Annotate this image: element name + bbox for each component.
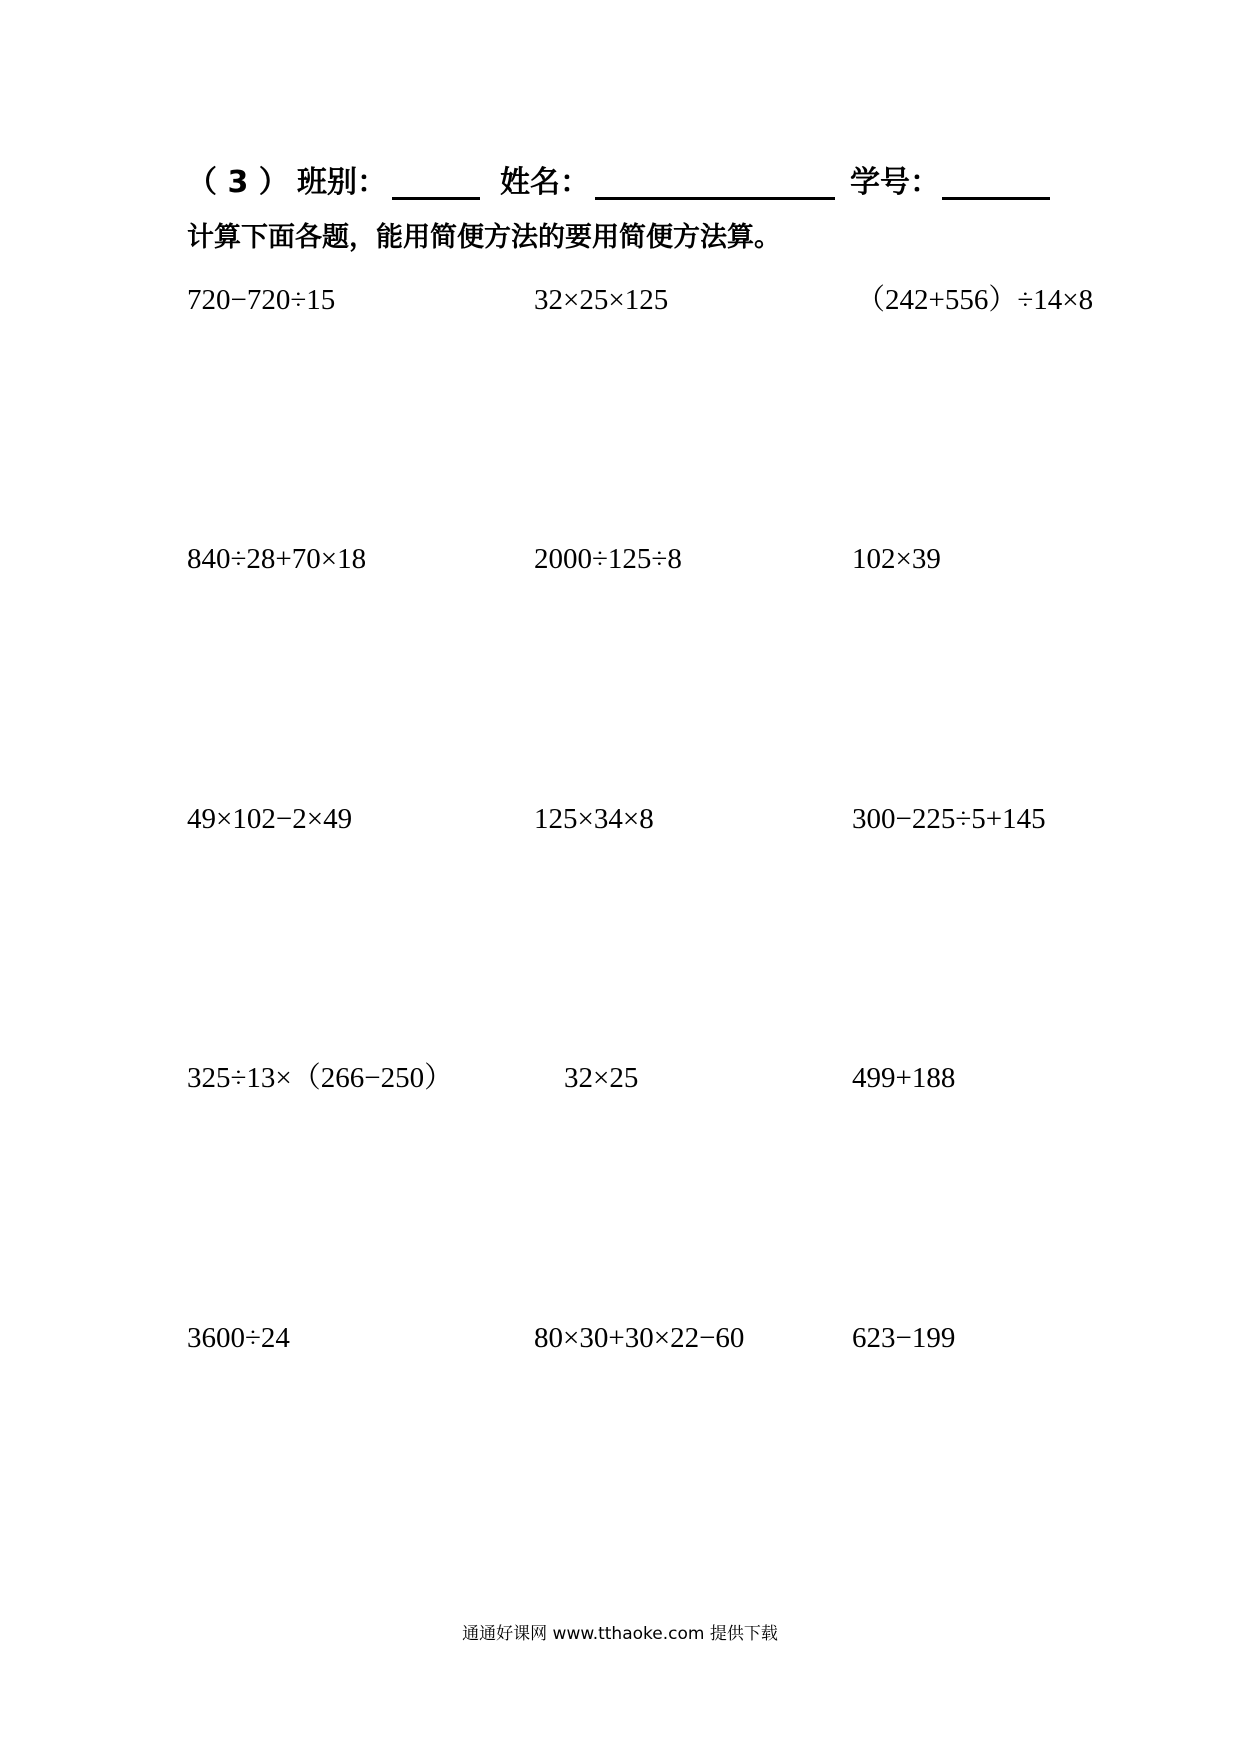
problem-1-2: 32×25×125 [534, 284, 669, 316]
problem-3-2: 125×34×8 [534, 803, 654, 835]
problem-4-1: 325÷13×（266−250） [187, 1062, 454, 1094]
footer-credit: 通通好课网 www.tthaoke.com 提供下载 [462, 1624, 778, 1644]
instruction-text: 计算下面各题，能用简便方法的要用简便方法算。 [187, 222, 781, 253]
student-id-label: 学号： [850, 165, 940, 200]
problem-set-number: （ 3 ） [187, 165, 289, 200]
problem-1-1: 720−720÷15 [187, 284, 336, 316]
problem-4-3: 499+188 [852, 1062, 956, 1094]
problem-2-2: 2000÷125÷8 [534, 543, 682, 575]
problem-1-3: （242+556）÷14×8 [856, 284, 1094, 316]
problem-3-1: 49×102−2×49 [187, 803, 353, 835]
problem-2-1: 840÷28+70×18 [187, 543, 367, 575]
problem-5-1: 3600÷24 [187, 1322, 290, 1354]
name-label: 姓名： [500, 165, 590, 200]
class-label: 班别： [297, 165, 387, 200]
problem-2-3: 102×39 [852, 543, 941, 575]
problem-5-3: 623−199 [852, 1322, 956, 1354]
problem-3-3: 300−225÷5+145 [852, 803, 1046, 835]
problem-5-2: 80×30+30×22−60 [534, 1322, 745, 1354]
problem-4-2: 32×25 [564, 1062, 639, 1094]
